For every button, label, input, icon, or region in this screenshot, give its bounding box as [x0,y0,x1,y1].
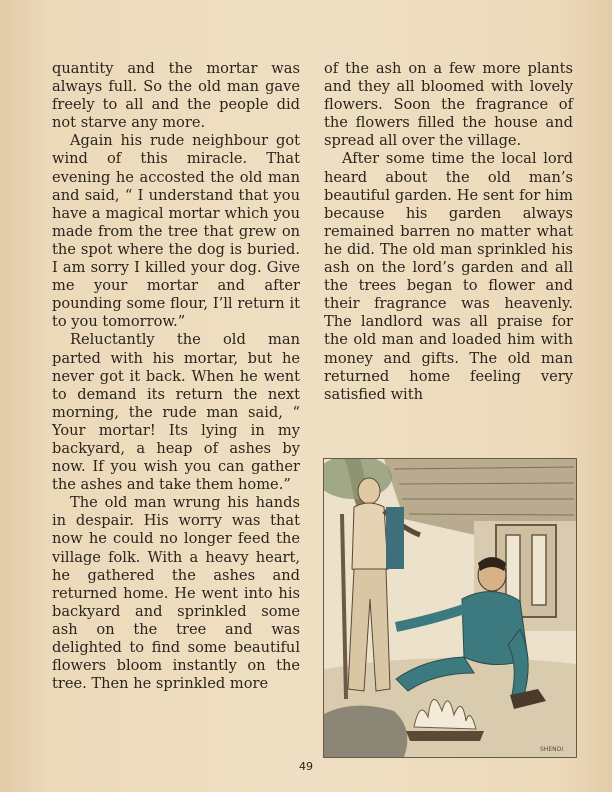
rock [324,706,407,757]
artist-signature: SHENOI [540,746,564,753]
left-text-column [52,60,300,693]
paragraph: of the ash on a few more plants and they all bloomed with lovely flowers. Soon the fragrance of the flowers filled the house and spread all over the village. [324,60,573,150]
right-text-column [324,60,573,404]
paragraph: After some time the local lord heard about the old man’s beautiful garden. He sent for him because his garden always remained barren no matter what he did. The old man sprinkled his ash on the lord’s garden and all the trees began to flower and their fragrance was heavenly. The landlord was all praise for the old man and loaded him with money and gifts. The old man returned home feeling very satisfied with [324,150,573,403]
paragraph: quantity and the mortar was always full. So the old man gave freely to all and the people did not starve any more. [52,60,300,132]
page-number: 49 [299,760,313,773]
paragraph: Again his rude neighbour got wind of this miracle. That evening he accosted the old man and said, “ I understand that you have a magical mortar which you made from the tree that grew on the spot where the dog is buried. I am sorry I killed your dog. Give me your mortar and after pounding some flour, I’ll return it to you tomorrow.” [52,132,300,331]
towel [386,507,404,569]
paragraph: The old man wrung his hands in despair. His worry was that now he could no longer feed the village folk. With a heavy heart, he gathered the ashes and returned home. He went into his backyard and sprinkled some ash on the tree and was delighted to find some beautiful flowers bloom instantly on the tree. Then he sprinkled more [52,494,300,693]
paragraph: Reluctantly the old man parted with his mortar, but he never got it back. When he went to demand its return the next morning, the rude man said, “ Your mortar! Its lying in my backyard, a heap of ashes by now. If you wish you can gather the ashes and take them home.” [52,331,300,494]
story-illustration [323,458,577,758]
illustration-drawing [324,459,576,757]
